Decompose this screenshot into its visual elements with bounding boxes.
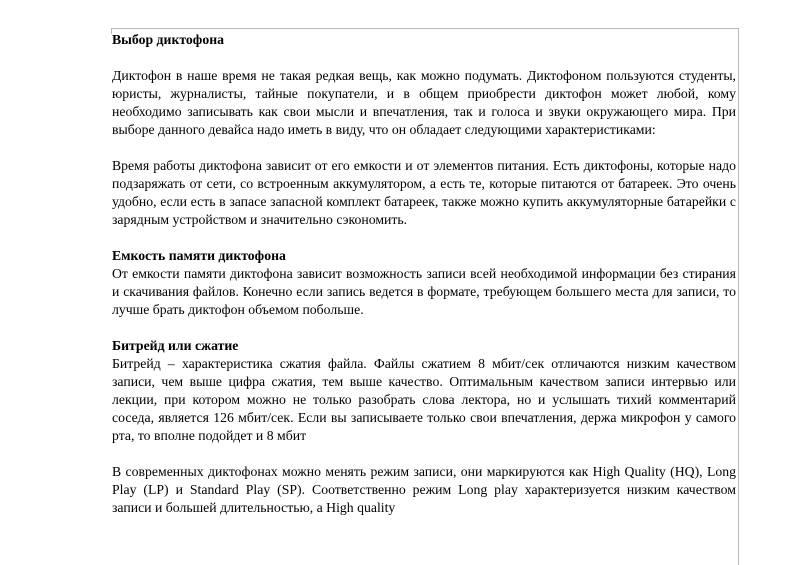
modes-paragraph: В современных диктофонах можно менять режим записи, они маркируются как High Quality (HQ), Long Play (LP) и Standard Play (SP). Соответственно режим Long play характеризуется низким качеством записи и большей длительностью, а High quality	[112, 464, 736, 515]
paragraph-spacer	[112, 139, 736, 157]
memory-heading: Емкость памяти диктофона	[112, 248, 286, 263]
document-title: Выбор диктофона	[112, 32, 224, 47]
page-border-top	[111, 28, 739, 29]
paragraph-spacer	[112, 49, 736, 67]
paragraph-spacer	[112, 319, 736, 337]
bitrate-paragraph: Битрейд – характеристика сжатия файла. Файлы сжатием 8 мбит/сек отличаются низким качеством записи, чем выше цифра сжатия, тем выше качество. Оптимальным качеством записи интервью или лекции, при котором можно не только разобрать слова лектора, но и услышать тихий комментарий соседа, является 126 мбит/сек. Если вы записываете только свои впечатления, держа микрофон у самого рта, то вполне подойдет и 8 мбит	[112, 356, 736, 443]
memory-paragraph: От емкости памяти диктофона зависит возможность записи всей необходимой информации без стирания и скачивания файлов. Конечно если запись ведется в формате, требующем большего места для записи, то лучше брать диктофон объемом побольше.	[112, 266, 736, 317]
paragraph-spacer	[112, 229, 736, 247]
document-body	[112, 31, 736, 517]
paragraph-spacer	[112, 445, 736, 463]
intro-paragraph: Диктофон в наше время не такая редкая вещь, как можно подумать. Диктофоном пользуются студенты, юристы, журналисты, тайные покупатели, и в общем приобрести диктофон может любой, кому необходимо записывать как свои мысли и впечатления, так и голоса и звуки окружающего мира. При выборе данного девайса надо иметь в виду, что он обладает следующими характеристиками:	[112, 68, 736, 137]
page-border-right	[738, 28, 739, 565]
battery-paragraph: Время работы диктофона зависит от его емкости и от элементов питания. Есть диктофоны, которые надо подзаряжать от сети, со встроенным аккумулятором, а есть те, которые питаются от батареек. Это очень удобно, если есть в запасе запасной комплект батареек, также можно купить аккумуляторные батарейки с зарядным устройством и значительно сэкономить.	[112, 158, 736, 227]
bitrate-heading: Битрейд или сжатие	[112, 338, 239, 353]
